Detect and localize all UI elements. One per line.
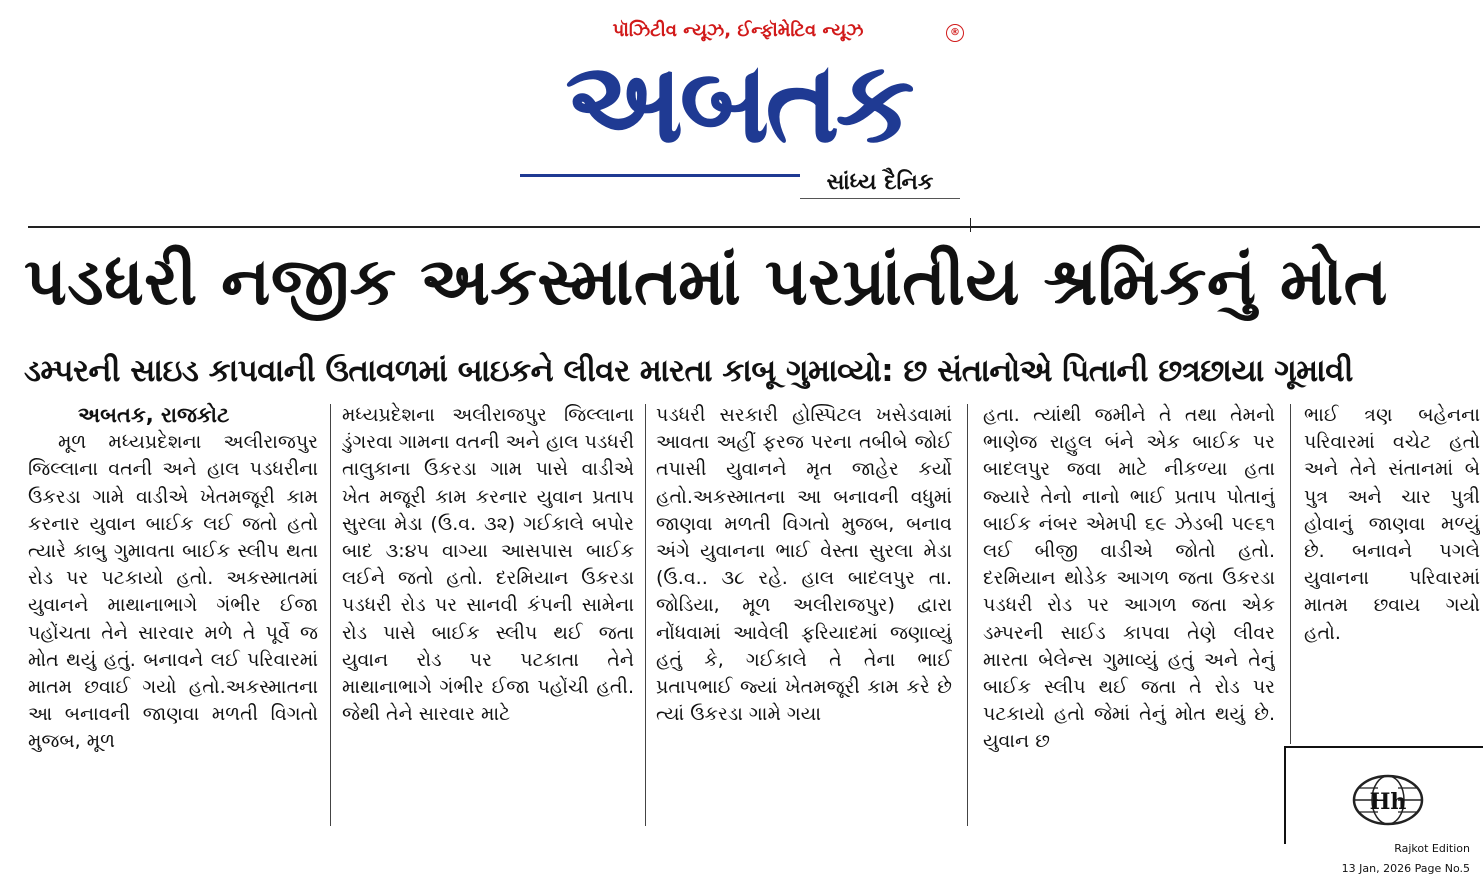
subbrand-underline bbox=[800, 198, 960, 199]
globe-logo-icon bbox=[1352, 774, 1424, 826]
logo-underline bbox=[520, 174, 800, 177]
masthead-subbrand: સાંધ્ય દૈનિક bbox=[826, 170, 934, 195]
article-column-4-text: હતા. ત્યાંથી જમીને તે તથા તેમનો ભાણેજ રાહુલ બંને એક બાઈક પર બાદલપુર જવા માટે નીકળ્યા હતા જ્યારે તેનો નાનો ભાઈ પ્રતાપ પોતાનું બાઈક નંબર એમપી ૬૯ ઝેડબી ૫૯૬૧ લઈ બીજી વાડીએ જોતો હતો. દરમિયાન થોડેક આગળ જતા ઉકરડા પડધરી રોડ પર આગળ જતા એક ડમ્પરની સાઈડ કાપવા તેણે લીવર મારતા બેલેન્સ ગુમાવ્યું હતું અને તેનું બાઈક સ્લીપ થઈ જતા તે રોડ પર પટકાયો હતો જેમાં તેનું મોત થયું છે. યુવાન છ bbox=[983, 404, 1275, 753]
column-divider bbox=[330, 404, 331, 826]
newspaper-logo: અબતક bbox=[565, 38, 911, 168]
article-column-5-text: ભાઈ ત્રણ બહેનના પરિવારમાં વચેટ હતો અને તેને સંતાનમાં બે પુત્ર અને ચાર પુત્રી હોવાનું જાણવા મળ્યું છે. બનાવને પગલે યુવાનના પરિવારમાં માતમ છવાય ગયો હતો. bbox=[1304, 404, 1480, 644]
article-column-3-text: પડધરી સરકારી હોસ્પિટલ ખસેડવામાં આવતા અહીં ફરજ પરના તબીબે જોઈ તપાસી યુવાનને મૃત જાહેર કર્યો હતો.અકસ્માતના આ બનાવની વધુમાં જાણવા મળતી વિગતો મુજબ, બનાવ અંગે યુવાનના ભાઈ વેસ્તા સુરલા મેડા (ઉ.વ.. ૩૮ રહે. હાલ બાદલપુર તા. જોડિયા, મૂળ અલીરાજપુર) દ્વારા નોંધવામાં આવેલી ફરિયાદમાં જણાવ્યું હતું કે, ગઈકાલે તે તેના ભાઈ પ્રતાપભાઈ જ્યાં ખેતમજૂરી કામ કરે છે ત્યાં ઉકરડા ગામે ગયા bbox=[656, 404, 952, 726]
article-column-2-text: મધ્યપ્રદેશના અલીરાજપુર જિલ્લાના ડુંગરવા ગામના વતની અને હાલ પડધરી તાલુકાના ઉકરડા ગામ પાસે વાડીએ ખેત મજૂરી કામ કરનાર યુવાન પ્રતાપ સુરલા મેડા (ઉ.વ. ૩૨) ગઈકાલે બપોર બાદ ૩:૪૫ વાગ્યા આસપાસ બાઈક લઈને જતો હતો. દરમિયાન ઉકરડા પડધરી રોડ પર સાનવી કંપની સામેના રોડ પાસે બાઈક સ્લીપ થઈ જતા યુવાન રોડ પર પટકાતા તેને માથાનાભાગે ગંભીર ઈજા પહોંચી હતી. જેથી તેને સારવાર માટે bbox=[342, 404, 634, 726]
masthead-tagline: પૉઝિટીવ ન્યૂઝ, ઈન્ફૉમેટિવ ન્યૂઝ bbox=[612, 20, 864, 41]
article-column-3 bbox=[656, 402, 952, 830]
column-divider bbox=[1290, 404, 1291, 744]
page-info: 13 Jan, 2026 Page No.5 bbox=[1341, 862, 1470, 875]
article-column-1 bbox=[28, 402, 318, 830]
crop-mark bbox=[970, 218, 971, 232]
column-divider bbox=[645, 404, 646, 826]
article-column-1-text: મૂળ મધ્યપ્રદેશના અલીરાજપુર જિલ્લાના વતની અને હાલ પડધરીના ઉકરડા ગામે વાડીએ ખેતમજૂરી કામ કરનાર યુવાન બાઈક લઈ જતો હતો ત્યારે કાબુ ગુમાવતા બાઈક સ્લીપ થતા રોડ પર પટકાયો હતો. અકસ્માતમાં યુવાનને માથાનાભાગે ગંભીર ઈજા પહોંચતા તેને સારવાર મળે તે પૂર્વે જ મોત થયું હતું. બનાવને લઈ પરિવારમાં માતમ છવાઈ ગયો હતો.અકસ્માતના આ બનાવની જાણવા મળતી વિગતો મુજબ, મૂળ bbox=[28, 431, 318, 753]
article-byline: અબતક, રાજકોટ bbox=[78, 403, 230, 427]
svg-text:Hh: Hh bbox=[1369, 789, 1407, 815]
article-column-2 bbox=[342, 402, 634, 830]
edition-label: Rajkot Edition bbox=[1394, 842, 1470, 855]
masthead bbox=[0, 0, 1483, 225]
article-column-5 bbox=[1304, 402, 1480, 732]
registered-mark: ® bbox=[946, 24, 964, 42]
column-divider bbox=[967, 404, 968, 826]
headline-top-rule bbox=[28, 226, 1480, 228]
article-headline: પડધરી નજીક અકસ્માતમાં પરપ્રાંતીય શ્રમિકનું મોત bbox=[24, 243, 1388, 320]
article-column-4 bbox=[983, 402, 1275, 830]
article-subhead: ડમ્પરની સાઇડ કાપવાની ઉતાવળમાં બાઇકને લીવર મારતા કાબૂ ગુમાવ્યો: છ સંતાનોએ પિતાની છત્રછાયા ગૂમાવી bbox=[24, 353, 1353, 389]
